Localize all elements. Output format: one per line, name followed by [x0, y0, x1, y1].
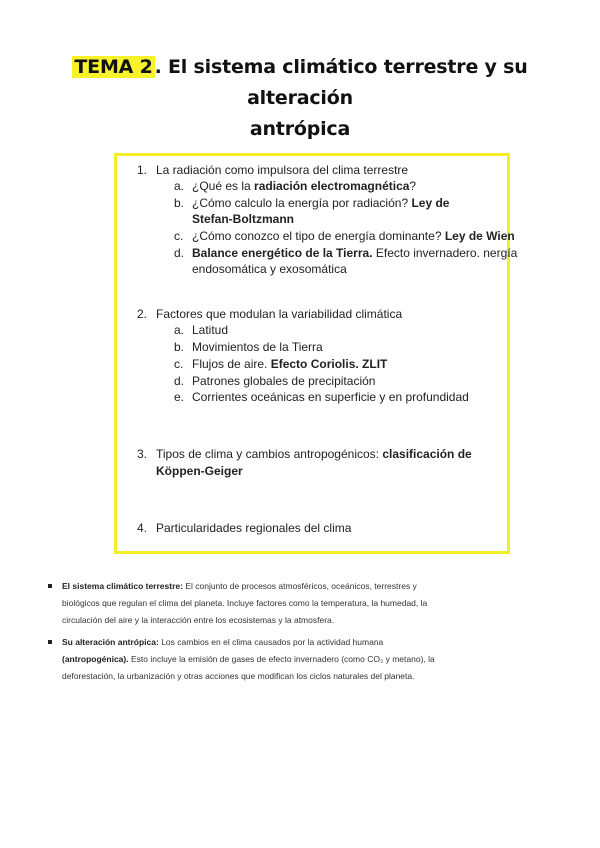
section-2-number: 2. [137, 307, 148, 321]
section-2e-letter: e. [174, 390, 185, 404]
section-4-title: Particularidades regionales del clima [156, 521, 352, 535]
section-2b-letter: b. [174, 340, 185, 354]
section-2c-letter: c. [174, 357, 184, 371]
section-2a-letter: a. [174, 323, 185, 337]
title-line-2: antrópica [249, 118, 351, 140]
section-4-number: 4. [137, 521, 148, 535]
section-1d-letter: d. [174, 246, 185, 260]
section-1d-item-cont: endosomática y exosomática [192, 262, 347, 276]
section-2-title: Factores que modulan la variabilidad climática [156, 307, 403, 321]
definition-line: circulación del aire y la interacción entre los ecosistemas y la atmosfera. [62, 615, 335, 625]
section-2a-item: Latitud [192, 323, 229, 337]
topic-highlight: TEMA 2 [74, 56, 153, 78]
section-1-title: La radiación como impulsora del clima terrestre [156, 163, 409, 177]
definition-line: deforestación, la urbanización y otras acciones que modifican los ciclos naturales del planeta. [62, 671, 415, 681]
section-2b-item: Movimientos de la Tierra [192, 340, 323, 354]
section-1b-letter: b. [174, 196, 185, 210]
section-1c-item: ¿Cómo conozco el tipo de energía dominante? Ley de Wien [192, 229, 515, 243]
title-line-1 [30, 52, 570, 114]
section-1c-letter: c. [174, 229, 184, 243]
section-2d-item: Patrones globales de precipitación [192, 374, 376, 388]
page-title [30, 52, 570, 145]
definition-line: El sistema climático terrestre: El conjunto de procesos atmosféricos, oceánicos, terrestres y [62, 581, 417, 591]
section-1d-item: Balance energético de la Tierra. Efecto invernadero. nergía [192, 246, 518, 260]
definition-line: Su alteración antrópica: Los cambios en el clima causados por la actividad humana [62, 637, 384, 647]
section-3-title: Tipos de clima y cambios antropogénicos: clasificación de [156, 447, 472, 461]
title-text: . El sistema climático terrestre y su alteración [154, 56, 528, 109]
section-2d-letter: d. [174, 374, 185, 388]
section-1b-item-cont: Stefan-Boltzmann [192, 212, 294, 226]
section-2e-item: Corrientes oceánicas en superficie y en profundidad [192, 390, 469, 404]
bullet-icon [48, 584, 52, 588]
definition-line: biológicos que regulan el clima del planeta. Incluye factores como la temperatura, la humedad, la [62, 598, 428, 608]
definition-line: (antropogénica). Esto incluye la emisión de gases de efecto invernadero (como CO₂ y metano), la [62, 654, 435, 664]
section-3-title-cont: Köppen-Geiger [156, 464, 243, 478]
section-3-number: 3. [137, 447, 148, 461]
section-2c-item: Flujos de aire. Efecto Coriolis. ZLIT [192, 357, 388, 371]
section-1-number: 1. [137, 163, 148, 177]
section-1a-item: ¿Qué es la radiación electromagnética? [192, 179, 417, 193]
bullet-icon [48, 640, 52, 644]
section-1a-letter: a. [174, 179, 185, 193]
section-1b-item: ¿Cómo calculo la energía por radiación? Ley de [192, 196, 450, 210]
